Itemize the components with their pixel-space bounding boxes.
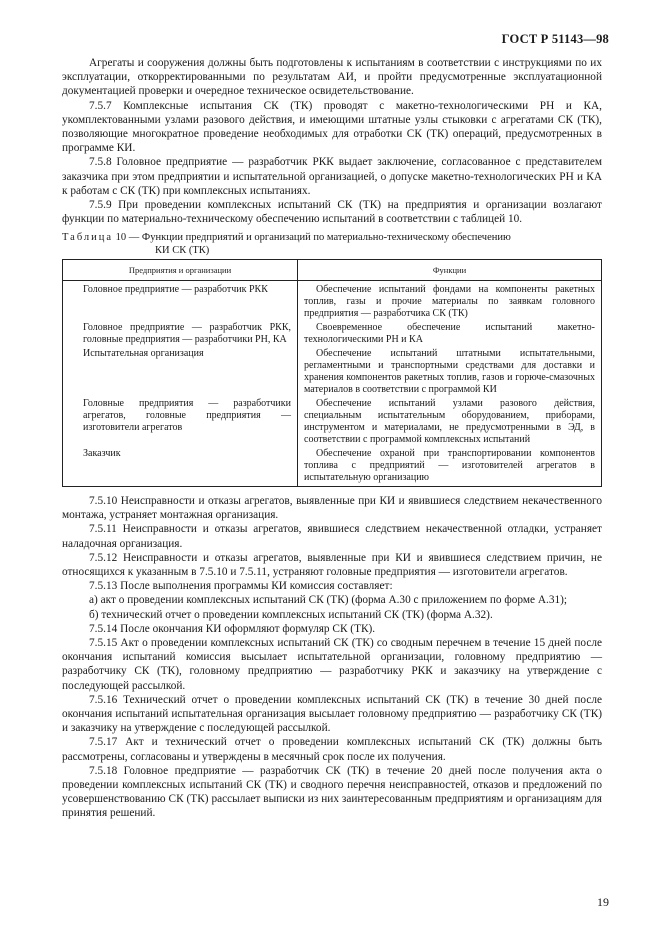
paragraph-7-5-10: 7.5.10 Неисправности и отказы агрегатов, выявленные при КИ и явившиеся следствием некачественного монтажа, устраняет монтажная организация. — [62, 495, 602, 522]
paragraph-7-5-8: 7.5.8 Головное предприятие — разработчик РКК выдает заключение, согласованное с представителем заказчика при этом предприятии и испытательной организацией, о допуске макетно-технологических РН и КА к работам с СК (ТК) при комплексных испытаниях. — [62, 156, 602, 197]
functions-table — [62, 259, 602, 487]
table-caption-title: 10 — Функции предприятий и организаций по материально-техническому обеспечению — [113, 232, 511, 243]
table-header-row — [63, 260, 602, 281]
table-cell-organization — [63, 348, 298, 398]
paragraph-7-5-18: 7.5.18 Головное предприятие — разработчик СК (ТК) в течение 20 дней после получения акта о проведении комплексных испытаний СК (ТК) и сводного перечня неисправностей, отказов и предложений по усовершенствованию СК (ТК) рассылает выписки из них заинтересованным предприятиям и организациям для принятия решений. — [62, 764, 602, 820]
table-cell-organization — [63, 281, 298, 323]
table-cell-organization — [63, 322, 298, 348]
table-row — [63, 398, 602, 448]
paragraph-7-5-9: 7.5.9 При проведении комплексных испытаний СК (ТК) на предприятия и организации возлагают функции по материально-техническому обеспечению испытаний в соответствии с таблицей 10. — [62, 199, 602, 226]
table-cell-function — [298, 448, 602, 487]
table-cell-organization — [63, 398, 298, 448]
function-text: Своевременное обеспечение испытаний макетно-технологическими РН и КА — [304, 322, 595, 345]
table-row — [63, 281, 602, 323]
table-cell-function — [298, 322, 602, 348]
list-item-b: б) технический отчет о проведении комплексных испытаний СК (ТК) (форма А.32). — [89, 608, 493, 621]
paragraph-7-5-13: 7.5.13 После выполнения программы КИ комиссия составляет: — [89, 580, 393, 593]
column-header-functions: Функции — [298, 260, 602, 281]
organization-text: Головное предприятие — разработчик РКК — [83, 284, 268, 295]
column-header-organizations: Предприятия и организации — [63, 260, 298, 281]
table-caption-word: Таблица — [62, 232, 114, 243]
function-text: Обеспечение испытаний фондами на компоненты ракетных топлив, газы и прочие материалы по заявкам головного предприятия — разработчика СК (ТК) — [304, 284, 595, 319]
list-item-a: а) акт о проведении комплексных испытаний СК (ТК) (форма А.30 с приложением по форме А.31); — [89, 594, 568, 607]
table-cell-organization — [63, 448, 298, 487]
page-number: 19 — [597, 895, 609, 909]
table-cell-function — [298, 281, 602, 323]
organization-text: Головные предприятия — разработчики агрегатов, головные предприятия — изготовители агрегатов — [83, 398, 291, 433]
table-caption — [62, 231, 602, 257]
table-cell-function — [298, 348, 602, 398]
paragraph-7-5-16: 7.5.16 Технический отчет о проведении комплексных испытаний СК (ТК) в течение 30 дней после окончания испытаний испытательная организация высылает головному предприятию — разработчику СК (ТК) и заказчику на утверждение с последующей рассылкой. — [62, 693, 602, 735]
organization-text: Испытательная организация — [83, 348, 204, 359]
paragraph-7-5-11: 7.5.11 Неисправности и отказы агрегатов, явившиеся следствием некачественной отладки, устраняет наладочная организация. — [62, 523, 602, 550]
body-section — [62, 494, 602, 821]
function-text: Обеспечение испытаний узлами разового действия, специальным испытательным оборудованием, приборами, инструментом и материалами, не предусмотренными в ЭД, в соответствии с программой комплексных испытаний — [304, 398, 595, 445]
table-row — [63, 448, 602, 487]
paragraph-7-5-17: 7.5.17 Акт и технический отчет о проведении комплексных испытаний СК (ТК) должны быть рассмотрены, согласованы и утверждены в месячный срок после их получения. — [62, 736, 602, 763]
paragraph-7-5-14: 7.5.14 После окончания КИ оформляют формуляр СК (ТК). — [89, 622, 376, 635]
table-cell-function — [298, 398, 602, 448]
paragraph-continuation: Агрегаты и сооружения должны быть подготовлены к испытаниям в соответствии с инструкциями по их эксплуатации, откорректированными по результатам АИ, и пройти предусмотренные эксплуатационной документацией проверки и очередное техническое освидетельствование. — [62, 57, 602, 98]
table-row — [63, 348, 602, 398]
organization-text: Заказчик — [83, 448, 121, 459]
paragraph-7-5-15: 7.5.15 Акт о проведении комплексных испытаний СК (ТК) со сводным перечнем в течение 15 дней после окончания испытаний комиссия высылает испытательной организации, головному предприятию — разработчику СК (ТК), головному предприятию — разработчику РКК и заказчику на утверждение с последующей рассылкой. — [62, 637, 602, 692]
table-caption-subtitle: КИ СК (ТК) — [155, 245, 210, 257]
organization-text: Головное предприятие — разработчик РКК, головные предприятия — разработчики РН, КА — [83, 322, 291, 345]
document-code: ГОСТ Р 51143—98 — [501, 32, 609, 46]
function-text: Обеспечение испытаний штатными испытательными, регламентными и транспортными средствами для доставки и хранения компонентов ракетных топлив, газов и горюче-смазочных материалов в соответствии с программой КИ — [304, 348, 595, 395]
function-text: Обеспечение охраной при транспортировании компонентов топлива с предприятий — изготовителей агрегатов в испытательную организацию — [304, 448, 595, 483]
intro-section — [62, 56, 602, 226]
paragraph-7-5-12: 7.5.12 Неисправности и отказы агрегатов, выявленные при КИ и явившиеся следствием причин, не относящихся к указанным в 7.5.10 и 7.5.11, устраняют головные предприятия — изготовители агрегатов. — [62, 551, 602, 579]
paragraph-7-5-7: 7.5.7 Комплексные испытания СК (ТК) проводят с макетно-технологическими РН и КА, укомплектованными узлами разового действия, и имеющими штатные узлы стыковки с агрегатами СК (ТК), позволяющие многократное проведение необходимых для отработки СК (ТК) операций, предусмотренных в программе КИ. — [62, 99, 602, 155]
table-row — [63, 322, 602, 348]
